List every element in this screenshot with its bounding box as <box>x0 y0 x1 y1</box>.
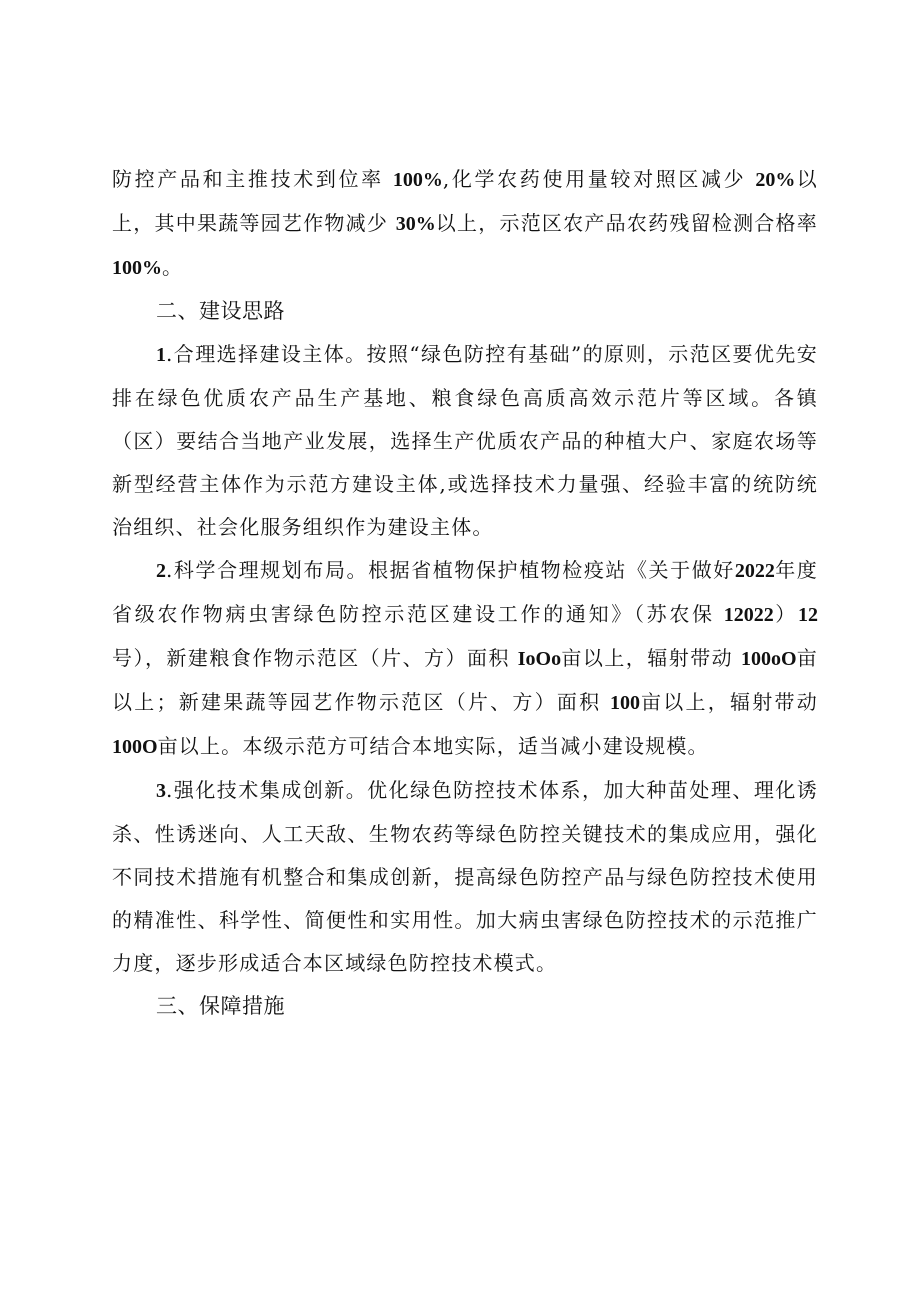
number-run: 100oO <box>740 648 797 670</box>
item-number: 3 <box>156 780 166 802</box>
paragraph-item-3 <box>112 769 818 985</box>
number-run: IoOo <box>517 648 562 670</box>
number-run: 2022 <box>734 560 775 582</box>
section-heading-construction-ideas: 二、建设思路 <box>156 299 285 323</box>
number-run: 12022 <box>723 604 774 626</box>
paragraph-item-2 <box>112 549 818 769</box>
text-run: .科学合理规划布局。根据省植物保护植物检疫站《关于做好 <box>166 558 735 582</box>
item-number: 2 <box>156 560 166 582</box>
number-run: 100% <box>392 169 443 191</box>
text-run: 年度省级农作物病虫害绿色防控示范区建设工作的通知》（苏农保 <box>112 558 818 626</box>
section-heading-safeguard-measures: 三、保障措施 <box>156 994 285 1018</box>
item-number: 1 <box>156 344 166 366</box>
text-run: 亩以上，辐射带动 <box>640 690 818 714</box>
text-run: ） <box>773 602 798 626</box>
number-run: 100% <box>112 257 162 279</box>
paragraph-targets <box>112 158 818 290</box>
number-run: 30% <box>395 213 436 235</box>
number-run: 100O <box>112 736 158 758</box>
text-run: 亩以上；新建果蔬等园艺作物示范区（片、方）面积 <box>112 646 819 714</box>
number-run: 20% <box>755 169 796 191</box>
document-body <box>112 158 818 1028</box>
number-run: 12 <box>798 604 818 626</box>
text-run: 防控产品和主推技术到位率 <box>112 167 393 191</box>
text-run: .合理选择建设主体。按照“绿色防控有基础”的原则，示范区要优先安排在绿色优质农产品生产基地、粮食绿色高质高效示范片等区域。各镇（区）要结合当地产业发展，选择生产优质农产品的种植大户、家庭农场等新型经营主体作为示范方建设主体,或选择技术力量强、经验丰富的统防统治组织、社会化服务组织作为建设主体。 <box>112 342 818 539</box>
text-run: 号），新建粮食作物示范区（片、方）面积 <box>112 646 518 670</box>
paragraph-item-1 <box>112 333 818 549</box>
text-run: .强化技术集成创新。优化绿色防控技术体系，加大种苗处理、理化诱杀、性诱迷向、人工天敌、生物农药等绿色防控关键技术的集成应用，强化不同技术措施有机整合和集成创新，提高绿色防控产品与绿色防控技术使用的精准性、科学性、简便性和实用性。加大病虫害绿色防控技术的示范推广力度，逐步形成适合本区域绿色防控技术模式。 <box>112 778 818 975</box>
text-run: 亩以上。本级示范方可结合本地实际，适当减小建设规模。 <box>157 734 709 758</box>
text-run: 以上，其中果蔬等园艺作物减少 <box>112 167 818 235</box>
text-run: ,化学农药使用量较对照区减少 <box>442 167 756 191</box>
number-run: 100 <box>610 692 641 714</box>
text-run: 亩以上，辐射带动 <box>561 646 741 670</box>
text-run: 以上，示范区农产品农药残留检测合格率 <box>435 211 818 235</box>
text-run: 。 <box>162 255 184 279</box>
